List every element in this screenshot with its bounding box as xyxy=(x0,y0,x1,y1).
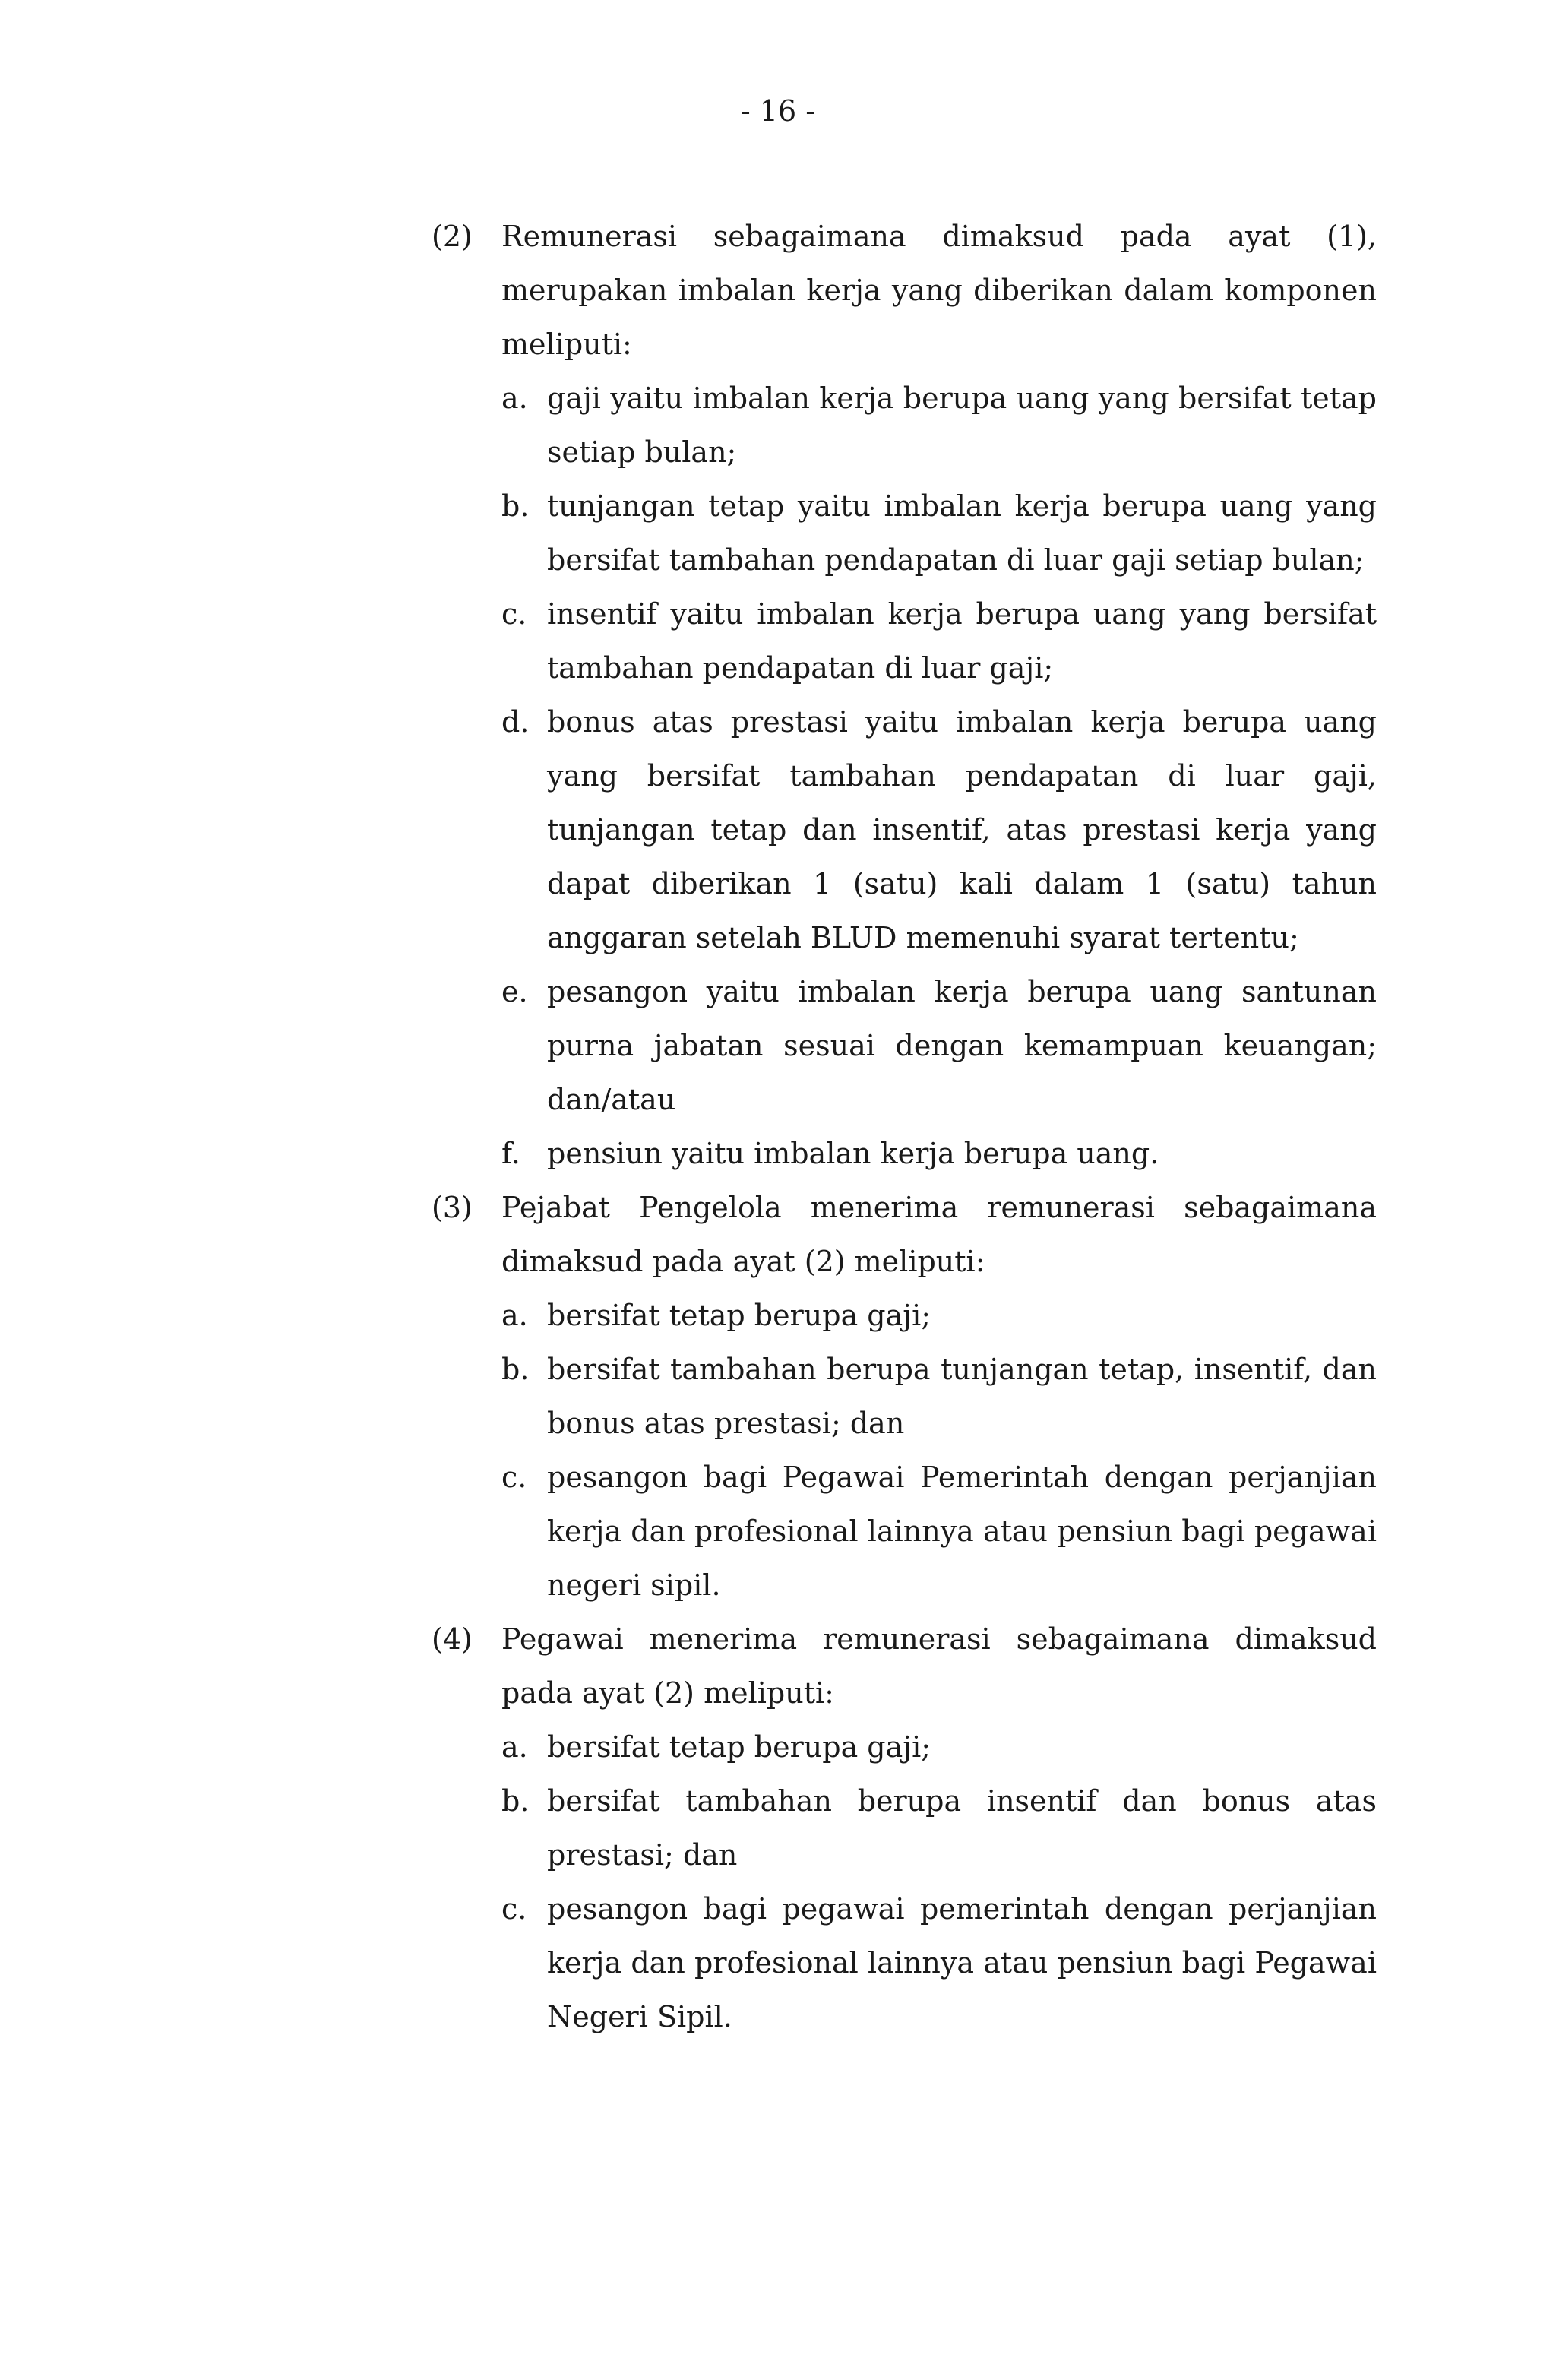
item-text: pesangon bagi Pegawai Pemerintah dengan perjanjian kerja dan profesional lainnya atau pensiun bagi pegawai negeri sipil. xyxy=(547,1461,1377,1602)
list-item xyxy=(501,1882,1377,2044)
item-letter: d. xyxy=(501,705,530,739)
list-item xyxy=(501,372,1377,479)
list-item xyxy=(501,1127,1377,1181)
item-letter: f. xyxy=(501,1137,520,1170)
ayat-text: Pejabat Pengelola menerima remunerasi sebagaimana dimaksud pada ayat (2) meliputi: xyxy=(501,1191,1377,1278)
item-letter: c. xyxy=(501,1892,527,1926)
item-text: bersifat tambahan berupa tunjangan tetap, insentif, dan bonus atas prestasi; dan xyxy=(547,1353,1377,1440)
item-text: gaji yaitu imbalan kerja berupa uang yang bersifat tetap setiap bulan; xyxy=(547,381,1377,469)
item-letter: a. xyxy=(501,1730,528,1764)
item-letter: b. xyxy=(501,1784,530,1818)
list-item xyxy=(501,965,1377,1127)
list-item xyxy=(501,1289,1377,1343)
item-text: pesangon bagi pegawai pemerintah dengan perjanjian kerja dan profesional lainnya atau pensiun bagi Pegawai Negeri Sipil. xyxy=(547,1892,1377,2033)
document-body xyxy=(0,210,1556,2044)
item-text: bonus atas prestasi yaitu imbalan kerja berupa uang yang bersifat tambahan pendapatan di luar gaji, tunjangan tetap dan insentif, atas prestasi kerja yang dapat diberikan 1 (satu) kali dalam 1 (satu) tahun anggaran setelah BLUD memenuhi syarat tertentu; xyxy=(547,705,1377,954)
item-letter: e. xyxy=(501,975,528,1008)
ayat-3 xyxy=(432,1181,1377,1613)
ayat-number: (2) xyxy=(432,220,473,253)
ayat-text: Pegawai menerima remunerasi sebagaimana dimaksud pada ayat (2) meliputi: xyxy=(501,1622,1377,1710)
item-letter: b. xyxy=(501,1353,530,1386)
item-text: bersifat tetap berupa gaji; xyxy=(547,1730,931,1764)
item-letter: c. xyxy=(501,1461,527,1494)
list-item xyxy=(501,695,1377,965)
ayat-number: (3) xyxy=(432,1191,473,1224)
item-text: tunjangan tetap yaitu imbalan kerja berupa uang yang bersifat tambahan pendapatan di luar gaji setiap bulan; xyxy=(547,489,1377,577)
ayat-4 xyxy=(432,1613,1377,2044)
list-item xyxy=(501,1720,1377,1774)
ayat-2 xyxy=(432,210,1377,1181)
list-item xyxy=(501,479,1377,587)
list-item xyxy=(501,587,1377,695)
item-text: pensiun yaitu imbalan kerja berupa uang. xyxy=(547,1137,1159,1170)
item-text: insentif yaitu imbalan kerja berupa uang yang bersifat tambahan pendapatan di luar gaji; xyxy=(547,597,1377,685)
item-letter: a. xyxy=(501,1299,528,1332)
list-item xyxy=(501,1451,1377,1613)
list-item xyxy=(501,1343,1377,1451)
page-number: - 16 - xyxy=(740,94,816,128)
item-letter: c. xyxy=(501,597,527,631)
ayat-number: (4) xyxy=(432,1622,473,1656)
ayat-text: Remunerasi sebagaimana dimaksud pada ayat (1), merupakan imbalan kerja yang diberikan dalam komponen meliputi: xyxy=(501,220,1377,361)
item-letter: b. xyxy=(501,489,530,523)
item-letter: a. xyxy=(501,381,528,415)
item-text: pesangon yaitu imbalan kerja berupa uang santunan purna jabatan sesuai dengan kemampuan keuangan; dan/atau xyxy=(547,975,1377,1116)
item-text: bersifat tetap berupa gaji; xyxy=(547,1299,931,1332)
list-item xyxy=(501,1774,1377,1882)
item-text: bersifat tambahan berupa insentif dan bonus atas prestasi; dan xyxy=(547,1784,1377,1872)
